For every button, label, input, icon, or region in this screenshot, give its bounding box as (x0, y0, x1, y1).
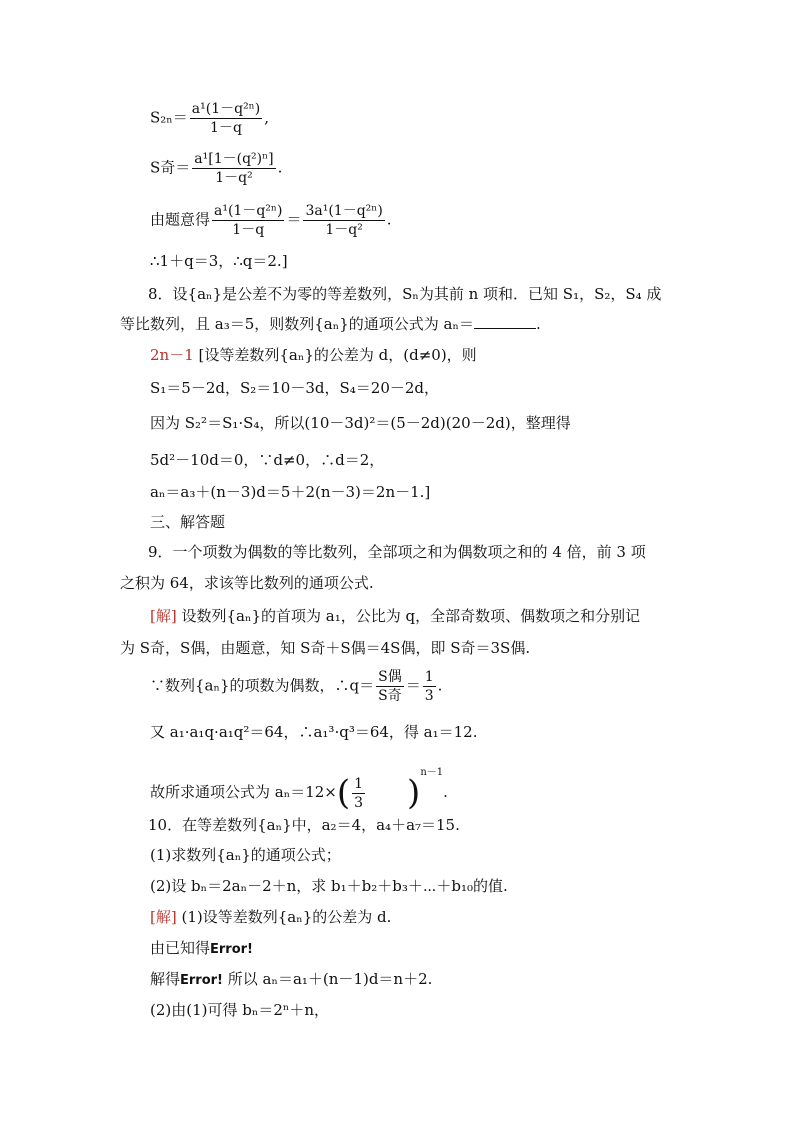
solution-8-line-4: aₙ＝a₃＋(n－3)d＝5＋2(n－3)＝2n－1.] (150, 483, 431, 501)
answer-8 (150, 344, 477, 366)
section-heading: 三、解答题 (150, 513, 226, 531)
fraction (212, 202, 284, 239)
formula-lhs: S奇＝ (150, 158, 191, 177)
text: 由已知得 (150, 939, 211, 957)
solution-9-line-5 (150, 762, 448, 812)
punct: . (277, 158, 283, 177)
text: 解得 (150, 970, 181, 988)
denominator: 1－q² (215, 170, 253, 186)
solution-10-line-3 (150, 968, 432, 992)
punct: . (443, 783, 448, 801)
question-10-part-1: (1)求数列{aₙ}的通项公式； (150, 846, 341, 864)
punct: . (536, 315, 541, 333)
fraction (376, 668, 404, 705)
denominator: 1－q (210, 120, 242, 136)
numerator: a¹(1－q²ⁿ) (214, 203, 283, 219)
equals: ＝ (405, 676, 421, 695)
solution-8-line-2: 因为 S₂²＝S₁·S₄，所以(10－3d)²＝(5－2d)(20－2d)，整理得 (150, 414, 571, 432)
punct: . (386, 210, 392, 229)
fraction (352, 775, 365, 812)
formula-s-odd (150, 150, 282, 187)
question-8-line-1: 8．设{aₙ}是公差不为零的等差数列，Sₙ为其前 n 项和．已知 S₁，S₂，S₄ 成 (148, 285, 662, 303)
numerator: a¹(1－q²ⁿ) (191, 101, 261, 117)
left-paren: ( (336, 773, 351, 813)
numerator: a¹[1－(q²)ⁿ] (194, 151, 274, 167)
solution-10-line-4: (2)由(1)可得 bₙ＝2ⁿ＋n， (150, 1001, 330, 1019)
denominator: 1－q² (325, 222, 363, 238)
numerator: 1 (424, 669, 434, 685)
question-8-line-2 (120, 313, 541, 335)
solution-tag: [解] (150, 908, 177, 926)
text: 故所求通项公式为 aₙ＝12× (150, 783, 337, 801)
text: 设数列{aₙ}的首项为 a₁，公比为 q，全部奇数项、偶数项之和分别记 (176, 607, 641, 625)
numerator: S偶 (378, 669, 402, 685)
denominator: S奇 (378, 688, 402, 704)
denominator: 3 (354, 794, 364, 811)
solution-10-line-2 (150, 937, 253, 961)
text: (1)设等差数列{aₙ}的公差为 d. (176, 908, 392, 926)
conclusion-line: ∴1＋q＝3，∴q＝2.] (150, 252, 288, 270)
equals: ＝ (286, 210, 302, 229)
exponent: n－1 (420, 767, 444, 778)
numerator: 3a¹(1－q²ⁿ) (305, 203, 383, 219)
solution-8-line-1: S₁＝5－2d，S₂＝10－3d，S₄＝20－2d， (150, 379, 440, 397)
error-placeholder: Error! (210, 942, 253, 957)
fraction (423, 668, 436, 705)
right-paren: ) (407, 773, 421, 813)
fraction (190, 100, 262, 137)
formula-condition (150, 202, 392, 239)
question-10-part-2: (2)设 bₙ＝2aₙ－2＋n，求 b₁＋b₂＋b₃＋⋯＋b₁₀的值. (150, 877, 508, 895)
question-9-line-2: 之积为 64，求该等比数列的通项公式. (120, 574, 374, 592)
error-placeholder: Error! (180, 973, 223, 988)
question-9-line-1: 9．一个项数为偶数的等比数列，全部项之和为偶数项之和的 4 倍，前 3 项 (148, 543, 646, 561)
solution-9-line-4: 又 a₁·a₁q·a₁q²＝64，∴a₁³·q³＝64，得 a₁＝12. (150, 723, 478, 741)
solution-8-line-3: 5d²－10d＝0，∵d≠0，∴d＝2， (150, 451, 385, 469)
text: 由题意得 (150, 210, 211, 229)
text: 所以 aₙ＝a₁＋(n－1)d＝n＋2. (223, 970, 433, 988)
solution-9-line-2: 为 S奇，S偶，由题意，知 S奇＋S偶＝4S偶，即 S奇＝3S偶. (120, 639, 531, 657)
numerator: 1 (354, 775, 364, 792)
denominator: 1－q (232, 222, 265, 238)
denominator: 3 (424, 688, 434, 704)
answer-value: 2n－1 (150, 346, 194, 364)
text: 等比数列，且 a₃＝5，则数列{aₙ}的通项公式为 aₙ＝ (120, 315, 474, 333)
solution-9-line-1 (150, 605, 640, 627)
text: [设等差数列{aₙ}的公差为 d，(d≠0)，则 (193, 346, 477, 364)
fraction (192, 150, 275, 187)
solution-9-line-3 (150, 668, 442, 705)
solution-tag: [解] (150, 607, 177, 625)
formula-lhs: S₂ₙ＝ (150, 108, 188, 127)
text: ∵数列{aₙ}的项数为偶数，∴q＝ (150, 676, 375, 695)
solution-10-line-1 (150, 906, 391, 928)
punct: . (437, 676, 443, 695)
fraction (303, 202, 384, 239)
question-10-line-1: 10．在等差数列{aₙ}中，a₂＝4，a₄＋a₇＝15. (148, 816, 460, 834)
punct: , (264, 108, 269, 127)
formula-s2n (150, 100, 269, 137)
answer-blank (474, 316, 536, 329)
